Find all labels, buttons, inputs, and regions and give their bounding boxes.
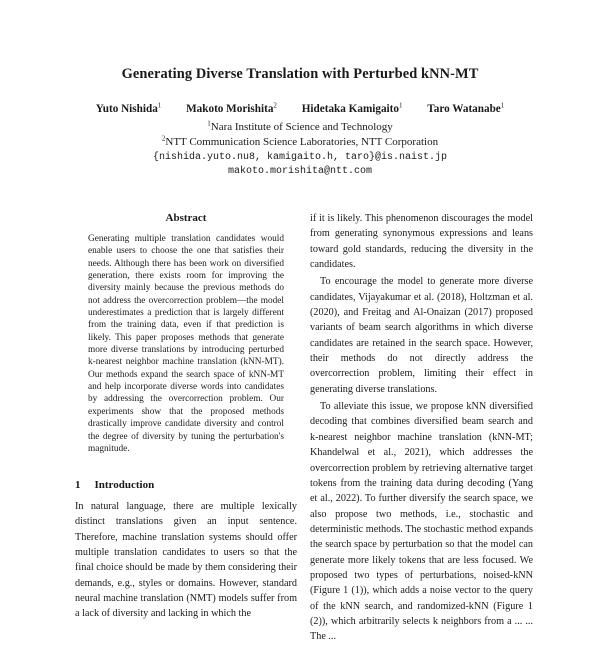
section-heading-introduction: 1 Introduction [75,479,155,491]
author-list [0,103,600,115]
abstract-heading: Abstract [165,212,207,224]
intro-paragraph: if it is likely. This phenomenon discourages the model from generating synonymous expressions and leans toward gold standards, reducing the diversity in the candidates. [310,213,533,271]
email-line-2: makoto.morishita@ntt.com [227,166,373,177]
intro-right-column [310,211,533,645]
author: Hidetaka Kamigaito$^1$ [301,101,403,115]
author: Taro Watanabe$^1$ [427,101,505,115]
paper-title: Generating Diverse Translation with Perturbed kNN-MT [121,66,479,82]
intro-paragraph: To alleviate this issue, we propose kNN diversified decoding that combines diversified beam search and k-nearest neighbor machine translation (kNN-MT; Khandelwal et al., 2021), which addresses the overcorrection problem by retrieving alternative target tokens from the training data during decoding (Yang et al., 2022). To further diversify the search space, we also propose two methods, i.e., stochastic and deterministic methods. The stochastic method expands the search space by perturbation so that the model can generate more likely tokens that are less focused. We proposed two types of perturbations, noised-kNN (Figure 1 (1)), which adds a noise vector to the query of the kNN search, and randomized-kNN (Figure 1 (2)), which arbitrarily selects k neighbors from a ... ... The ... [310,401,533,643]
intro-left-column [75,499,297,622]
email-line-1: {nishida.yuto.nu8, kamigaito.h, taro}@is.naist.jp [152,152,448,163]
affiliation-2: $^2$NTT Communication Science Laboratories, NTT Corporation [161,134,439,148]
abstract-text: Generating multiple translation candidates would enable users to choose the one that satisfies their needs. Although there has been work on diversified generation, there exists room for improving the diversity mainly because the previous methods do not address the overcorrection problem—the model underestimates a prediction that is largely different from the training data, even if that prediction is likely. This paper proposes methods that generate more diverse translations by introducing perturbed k-nearest neighbor machine translation (kNN-MT). Our methods expand the search space of kNN-MT and help incorporate diverse words into candidates by addressing the overcorrection problem. Our experiments show that the proposed methods drastically improve candidate diversity and control the degree of diversity by tuning the perturbation's magnitude. [88,234,284,454]
affiliation-1: $^1$Nara Institute of Science and Technology [207,119,393,133]
author: Makoto Morishita$^2$ [186,101,277,115]
intro-paragraph: In natural language, there are multiple lexically distinct translations given an input sentence. Therefore, machine translation systems should offer multiple translation candidates to users so that the final choice should be made by them considering their demands, e.g., styles or domains. However, standard neural machine translation (NMT) models suffer from a lack of diversity and lacking in which the [75,501,297,620]
author: Yuto Nishida$^1$ [95,101,162,115]
intro-paragraph: To encourage the model to generate more diverse candidates, Vijayakumar et al. (2018), Holtzman et al. (2020), and Freitag and Al-Onaizan (2017) proposed variants of beam search algorithms in which diverse candidates are retained in the search space. However, their methods do not directly address the overcorrection problem, limiting their effect in generating diverse translations. [310,276,533,395]
